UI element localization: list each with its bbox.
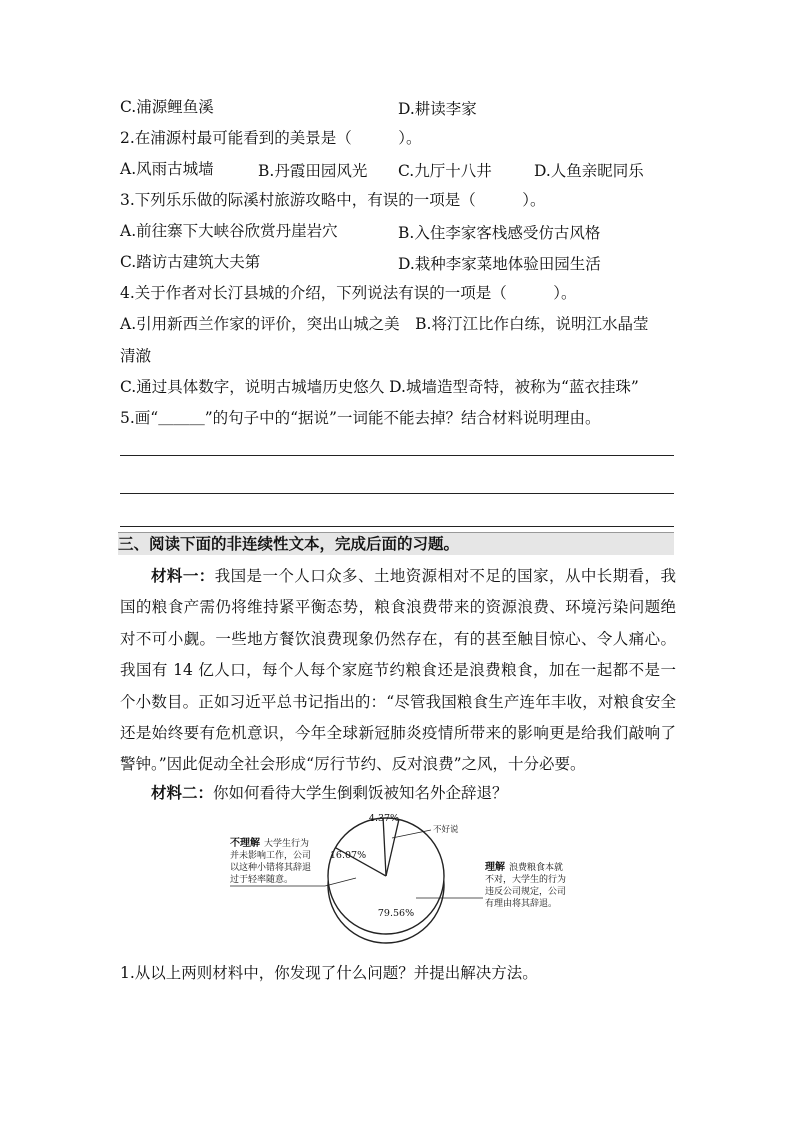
q3-option-a: A.前往寨下大峡谷欣赏丹崖岩穴 <box>120 222 338 240</box>
q2-option-d: D.人鱼亲昵同乐 <box>534 162 644 180</box>
question-1: 1.从以上两则材料中，你发现了什么问题？并提出解决方法。 <box>120 964 538 982</box>
legend-understand-note: 不对，大学生的行为 <box>485 875 567 885</box>
q1-option-c: C.浦源鲤鱼溪 <box>120 98 214 116</box>
q4-options-ab: A.引用新西兰作家的评价，突出山城之美 B.将汀江比作白练，说明江水晶莹 <box>120 315 649 333</box>
legend-understand-note: 有理由将其辞退。 <box>485 899 558 909</box>
q3-option-d: D.栽种李家菜地体验田园生活 <box>398 255 601 273</box>
q4-stem: 4.关于作者对长汀县城的介绍，下列说法有误的一项是（ ）。 <box>120 284 577 302</box>
q2-option-c: C.九厅十八井 <box>398 162 492 180</box>
legend-unsure: 不好说 <box>433 825 459 835</box>
q2-option-a: A.风雨古城墙 <box>120 160 214 178</box>
pie-label-16-07: 16.07% <box>329 850 367 861</box>
q4-options-ab-cont: 清澈 <box>120 347 152 365</box>
answer-line-2[interactable] <box>120 493 674 494</box>
q2-option-b: B.丹霞田园风光 <box>258 162 368 180</box>
q1-option-d: D.耕读李家 <box>398 100 477 118</box>
section-3-title: 三、阅读下面的非连续性文本，完成后面的习题。 <box>118 532 674 555</box>
material-2-label: 材料二： <box>151 783 214 802</box>
answer-line-3[interactable] <box>120 526 674 527</box>
material-1-label: 材料一： <box>151 566 215 585</box>
material-2-text: 你如何看待大学生倒剩饭被知名外企辞退？ <box>213 784 508 802</box>
q3-option-b: B.入住李家客栈感受仿古风格 <box>398 224 601 242</box>
q3-stem: 3.下列乐乐做的际溪村旅游攻略中，有误的一项是（ ）。 <box>120 191 546 209</box>
legend-not-understand-note: 大学生行为 <box>264 839 310 849</box>
q4-options-cd: C.通过具体数字，说明古城墙历史悠久 D.城墙造型奇特，被称为“蓝衣挂珠” <box>120 378 639 396</box>
material-2 <box>120 777 676 809</box>
answer-line-1[interactable] <box>120 455 674 456</box>
legend-understand-title: 理解 <box>485 862 505 873</box>
legend-not-understand-note: 并未影响工作，公司 <box>230 851 312 861</box>
q5-stem: 5.画“＿＿＿”的句子中的“据说”一词能不能去掉？结合材料说明理由。 <box>120 409 601 427</box>
legend-not-understand-title: 不理解 <box>230 838 260 849</box>
q3-option-c: C.踏访古建筑大夫第 <box>120 253 261 271</box>
pie-label-79-56: 79.56% <box>377 908 415 919</box>
legend-not-understand-note: 以这种小错将其辞退 <box>230 863 312 873</box>
legend-understand-note: 浪费粮食本就 <box>509 863 564 873</box>
legend-not-understand-note: 过于轻率随意。 <box>230 875 294 885</box>
material-1 <box>120 560 676 781</box>
opinion-pie-chart <box>210 808 590 956</box>
q2-stem: 2.在浦源村最可能看到的美景是（ ）。 <box>120 129 422 147</box>
material-1-text: 我国是一个人口众多、土地资源相对不足的国家，从中长期看，我国的粮食产需仍将维持紧平衡态势，粮食浪费带来的资源浪费、环境污染问题绝对不可小觑。一些地方餐饮浪费现象仍然存在，有的甚至触目惊心、令人痛心。我国有 14 亿人口，每个人每个家庭节约粮食还是浪费粮食，加在一起都不是一个小数目。正如习近平总书记指出的：“尽管我国粮食生产连年丰收，对粮食安全还是始终要有危机意识，今年全球新冠肺炎疫情所带来的影响更是给我们敲响了警钟。”因此促动全社会形成“厉行节约、反对浪费”之风，十分必要。 <box>120 567 676 774</box>
pie-label-4-37: 4.37% <box>368 813 400 824</box>
legend-understand-note: 违反公司规定，公司 <box>485 887 567 897</box>
pie-chart-svg <box>210 808 590 956</box>
